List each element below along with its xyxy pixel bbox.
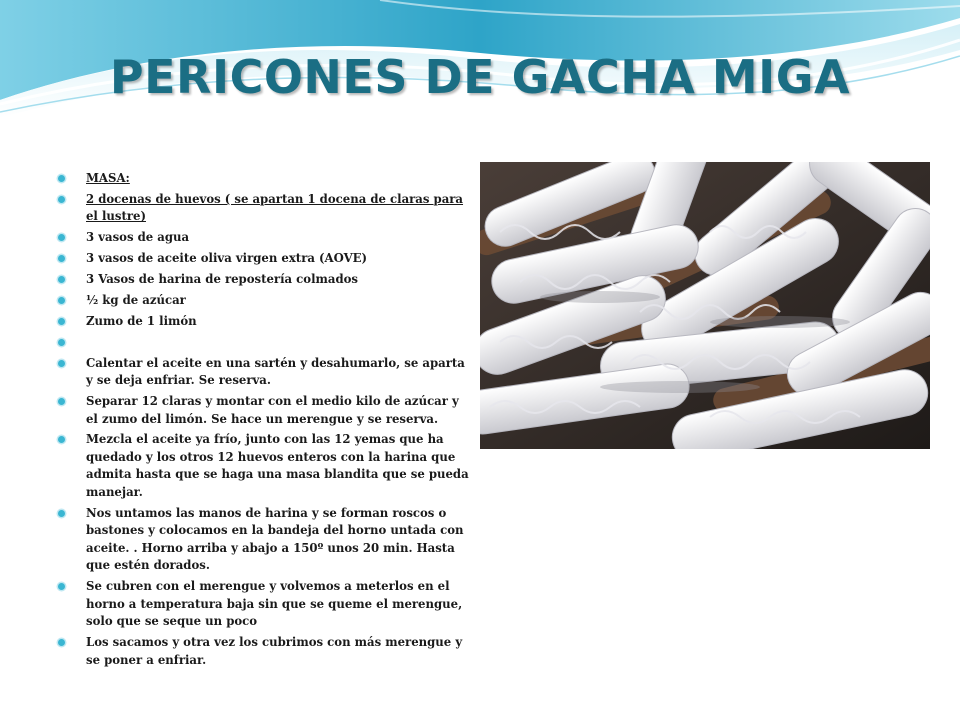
bullet-text: ½ kg de azúcar — [86, 292, 186, 307]
bullet-dot-icon — [58, 255, 65, 262]
bullet-dot-icon — [58, 276, 65, 283]
bullet-item — [58, 313, 472, 331]
bullet-text: Los sacamos y otra vez los cubrimos con más merengue y se poner a enfriar. — [86, 635, 463, 667]
bullet-item — [58, 191, 472, 226]
meringue-pastries-image — [480, 162, 930, 449]
pericones-photo — [480, 162, 930, 449]
bullet-dot-icon — [58, 339, 65, 346]
bullet-item — [58, 229, 472, 247]
bullet-dot-icon — [58, 510, 65, 517]
bullet-dot-icon — [58, 398, 65, 405]
recipe-bullet-list — [58, 170, 472, 672]
bullet-text: 2 docenas de huevos ( se apartan 1 docena de claras para el lustre) — [86, 191, 464, 224]
bullet-item — [58, 170, 472, 188]
bullet-dot-icon — [58, 436, 65, 443]
bullet-text: MASA: — [86, 171, 130, 185]
bullet-text: 3 Vasos de harina de repostería colmados — [86, 272, 359, 287]
bullet-item — [58, 505, 472, 575]
bullet-item — [58, 292, 472, 310]
bullet-item — [58, 355, 472, 390]
bullet-item — [58, 634, 472, 669]
bullet-item — [58, 334, 472, 352]
bullet-text: Se cubren con el merengue y volvemos a meterlos en el horno a temperatura baja sin que se queme el merengue, solo que se seque un poco — [86, 579, 463, 629]
bullet-text: Zumo de 1 limón — [86, 313, 197, 328]
bullet-dot-icon — [58, 175, 65, 182]
bullet-dot-icon — [58, 234, 65, 241]
bullet-item — [58, 271, 472, 289]
bullet-text: 3 vasos de aceite oliva virgen extra (AOVE) — [86, 251, 368, 266]
bullet-dot-icon — [58, 318, 65, 325]
bullet-dot-icon — [58, 639, 65, 646]
slide-title: PERICONES DE GACHA MIGA — [109, 50, 851, 104]
bullet-text: 3 vasos de agua — [86, 230, 190, 245]
bullet-item — [58, 431, 472, 501]
bullet-text: Mezcla el aceite ya frío, junto con las 12 yemas que ha quedado y los otros 12 huevos enteros con la harina que admita hasta que se haga una masa blandita que se pueda manejar. — [86, 432, 469, 499]
bullet-dot-icon — [58, 360, 65, 367]
bullet-item — [58, 578, 472, 631]
bullet-text: Nos untamos las manos de harina y se forman roscos o bastones y colocamos en la bandeja del horno untada con aceite. . Horno arriba y abajo a 150º unos 20 min. Hasta que estén dorados. — [86, 505, 464, 573]
bullet-item — [58, 393, 472, 428]
bullet-text: Separar 12 claras y montar con el medio kilo de azúcar y el zumo del limón. Se hace un merengue y se reserva. — [86, 394, 459, 426]
bullet-dot-icon — [58, 297, 65, 304]
bullet-text: Calentar el aceite en una sartén y desahumarlo, se aparta y se deja enfriar. Se reserva. — [86, 355, 465, 388]
bullet-dot-icon — [58, 196, 65, 203]
bullet-item — [58, 250, 472, 268]
bullet-dot-icon — [58, 583, 65, 590]
